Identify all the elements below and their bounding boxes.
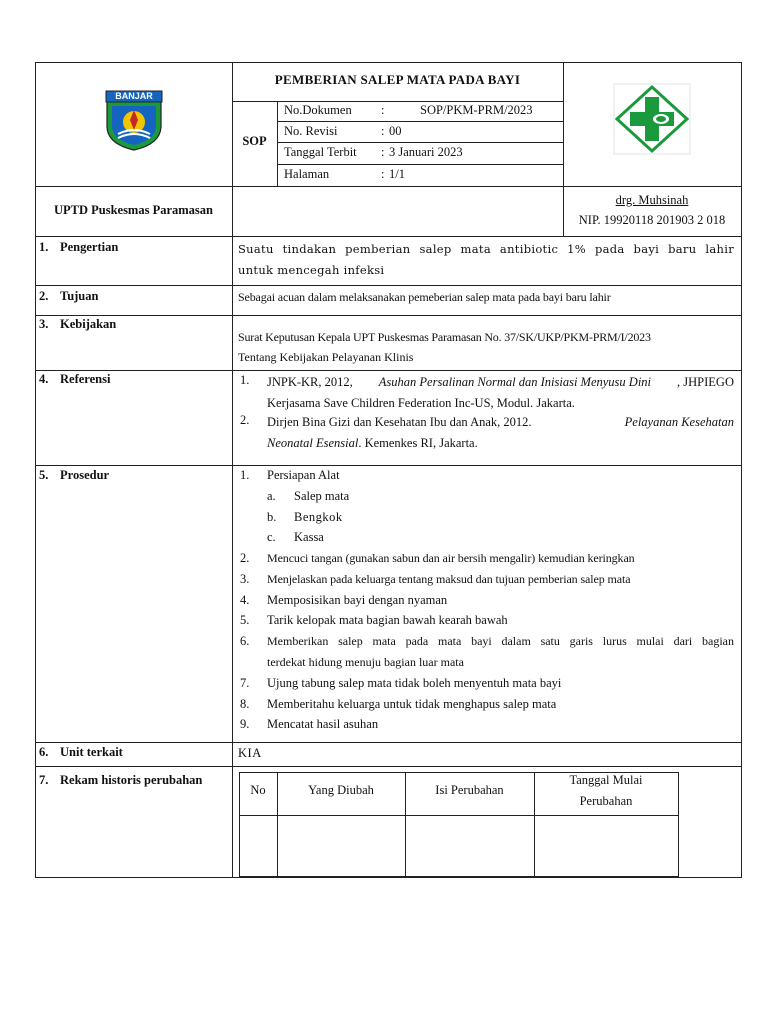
history-header-date: Perubahan: [579, 794, 633, 808]
signer-name: drg. Muhsinah: [615, 193, 689, 207]
doc-info-value: 3 Januari 2023: [389, 145, 463, 159]
doc-info-sep: :: [381, 167, 385, 181]
procedure-step: Mencatat hasil asuhan: [267, 717, 379, 731]
kebijakan-line: Surat Keputusan Kepala UPT Puskesmas Paramasan No. 37/SK/UKP/PKM-PRM/I/2023: [238, 330, 651, 344]
procedure-number: 1.: [240, 468, 250, 482]
pengertian-text: [238, 239, 734, 281]
procedure-sub-letter: c.: [267, 530, 276, 544]
procedure-sub-item: Bengkok: [294, 510, 343, 524]
procedure-number: 7.: [240, 676, 250, 690]
unit-terkait-text: KIA: [238, 746, 262, 760]
section-number: 1.: [39, 240, 49, 254]
section-label-prosedur: Prosedur: [60, 468, 110, 482]
doc-info-label: Tanggal Terbit: [284, 145, 357, 159]
section-number: 2.: [39, 289, 49, 303]
procedure-step: Memberikan salep mata pada mata bayi dalam satu garis lurus mulai dari bagian: [267, 634, 734, 648]
section-label-kebijakan: Kebijakan: [60, 317, 117, 331]
reference-item: [267, 372, 734, 414]
section-number: 4.: [39, 372, 49, 386]
logo-text: BANJAR: [115, 91, 153, 101]
section-number: 5.: [39, 468, 49, 482]
procedure-number: 5.: [240, 613, 250, 627]
doc-info-label: No.Dokumen: [284, 103, 352, 117]
section-label-rekam-historis: Rekam historis perubahan: [60, 773, 203, 787]
procedure-number: 8.: [240, 697, 250, 711]
doc-info-sep: :: [381, 103, 385, 117]
banjar-regency-logo: [104, 90, 164, 152]
procedure-step: Memposisikan bayi dengan nyaman: [267, 593, 448, 607]
section-number: 6.: [39, 745, 49, 759]
history-header-content: Isi Perubahan: [435, 783, 504, 797]
section-label-tujuan: Tujuan: [60, 289, 99, 303]
section-label-unit-terkait: Unit terkait: [60, 745, 123, 759]
doc-info-value: 00: [389, 124, 402, 138]
reference-title: Pelayanan Kesehatan: [624, 415, 734, 429]
reference-number: 1.: [240, 373, 250, 387]
history-header-no: No: [250, 783, 266, 797]
pengertian-line: untuk mencegah infeksi: [238, 263, 385, 277]
reference-title: Asuhan Persalinan Normal dan Inisiasi Menyusu Dini: [378, 375, 652, 389]
puskesmas-logo: [613, 83, 691, 155]
reference-line: Kerjasama Save Children Federation Inc-US, Modul. Jakarta.: [267, 396, 575, 410]
reference-item: [267, 412, 734, 454]
reference-number: 2.: [240, 413, 250, 427]
kebijakan-line: Tentang Kebijakan Pelayanan Klinis: [238, 350, 414, 364]
doc-info-label: No. Revisi: [284, 124, 338, 138]
history-header-changed: Yang Diubah: [308, 783, 374, 797]
sop-label: SOP: [242, 134, 267, 148]
reference-text: , JHPIEGO: [677, 375, 734, 389]
document-title: PEMBERIAN SALEP MATA PADA BAYI: [274, 72, 521, 87]
reference-text: Dirjen Bina Gizi dan Kesehatan Ibu dan Anak, 2012.: [267, 415, 532, 429]
pengertian-line: Suatu tindakan pemberian salep mata antibiotic 1% pada bayi baru lahir: [238, 242, 734, 256]
procedure-step: Menjelaskan pada keluarga tentang maksud dan tujuan pemberian salep mata: [267, 572, 631, 586]
signer-nip: NIP. 19920118 201903 2 018: [578, 213, 726, 227]
procedure-step: Ujung tabung salep mata tidak boleh menyentuh mata bayi: [267, 676, 562, 690]
tujuan-text: Sebagai acuan dalam melaksanakan pemeberian salep mata pada bayi baru lahir: [238, 290, 611, 304]
doc-info-value: 1/1: [389, 167, 405, 181]
section-label-pengertian: Pengertian: [60, 240, 119, 254]
section-number: 3.: [39, 317, 49, 331]
procedure-step: Persiapan Alat: [267, 468, 340, 482]
doc-info-label: Halaman: [284, 167, 330, 181]
section-label-referensi: Referensi: [60, 372, 111, 386]
procedure-number: 9.: [240, 717, 250, 731]
history-header-date: Tanggal Mulai: [569, 773, 643, 787]
doc-info-value: SOP/PKM-PRM/2023: [420, 103, 533, 117]
procedure-step: Memberitahu keluarga untuk tidak menghapus salep mata: [267, 697, 557, 711]
reference-text: JNPK-KR, 2012,: [267, 375, 353, 389]
procedure-sub-letter: b.: [267, 510, 277, 524]
procedure-sub-letter: a.: [267, 489, 276, 503]
procedure-sub-item: Kassa: [294, 530, 324, 544]
procedure-sub-item: Salep mata: [294, 489, 350, 503]
procedure-step: Tarik kelopak mata bagian bawah kearah bawah: [267, 613, 508, 627]
reference-text: . Kemenkes RI, Jakarta.: [358, 436, 478, 450]
section-number: 7.: [39, 773, 49, 787]
procedure-number: 3.: [240, 572, 250, 586]
unit-name: UPTD Puskesmas Paramasan: [53, 203, 214, 217]
procedure-step: Mencuci tangan (gunakan sabun dan air bersih mengalir) kemudian keringkan: [267, 551, 635, 565]
reference-title: Neonatal Esensial: [267, 436, 359, 450]
procedure-number: 4.: [240, 593, 250, 607]
procedure-step: terdekat hidung menuju bagian luar mata: [267, 655, 464, 669]
procedure-number: 6.: [240, 634, 250, 648]
doc-info-sep: :: [381, 145, 385, 159]
procedure-number: 2.: [240, 551, 250, 565]
doc-info-sep: :: [381, 124, 385, 138]
